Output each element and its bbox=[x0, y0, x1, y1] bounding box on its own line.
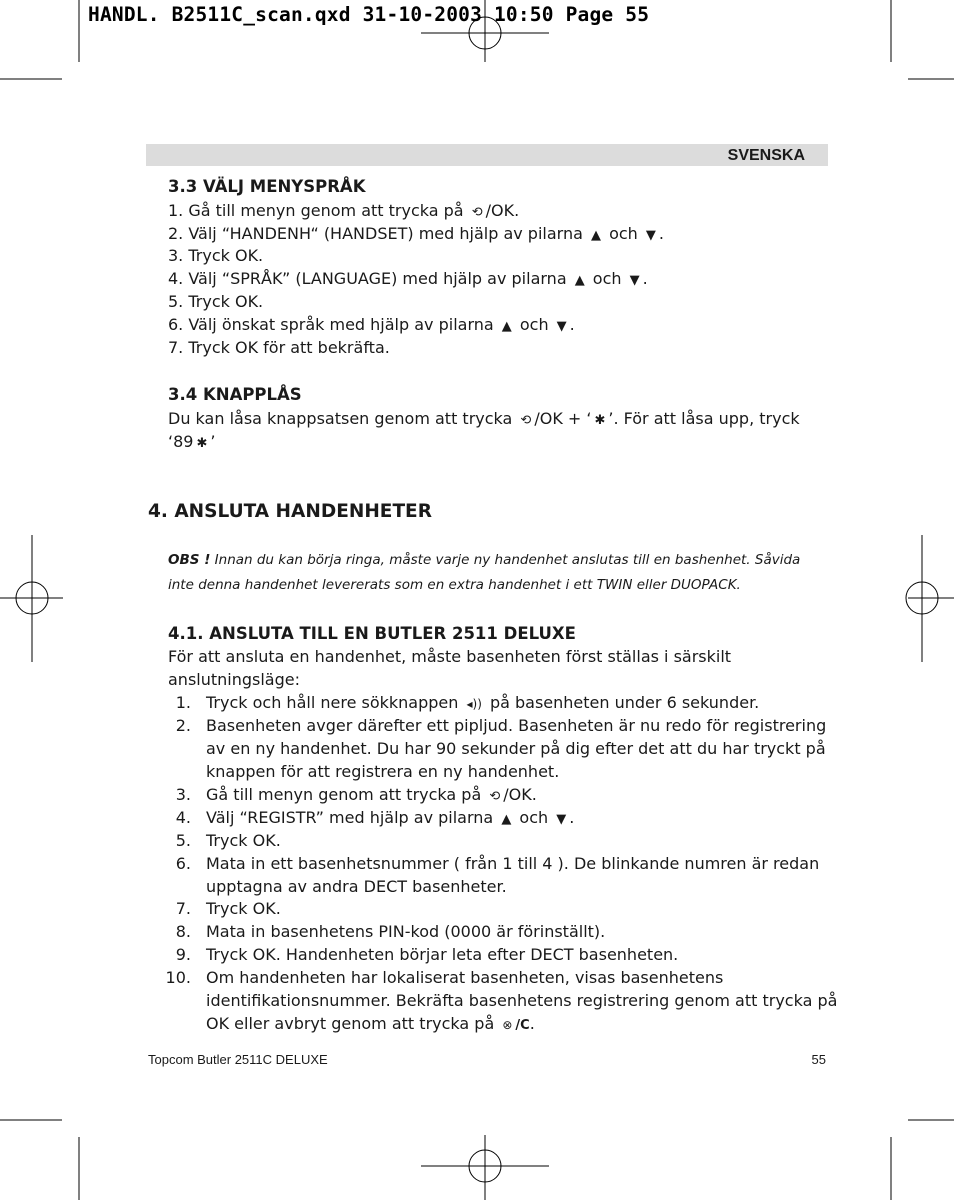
arrow-down-icon: ▼ bbox=[556, 812, 567, 827]
paging-icon: ◂)) bbox=[466, 697, 482, 711]
clear-key-icon: ⊗ bbox=[502, 1018, 513, 1032]
obs-label: OBS ! bbox=[168, 552, 211, 568]
step-text: och bbox=[587, 269, 627, 288]
clear-key-label: /C bbox=[515, 1018, 530, 1033]
step-text: och bbox=[514, 315, 554, 334]
step-text: 4. Välj “SPRÅK” (LANGUAGE) med hjälp av pilarna bbox=[168, 269, 572, 288]
list-item: Om handenheten har lokaliserat basenheten, visas basenhetens bbox=[206, 968, 724, 987]
item-text: Tryck och håll nere sökknappen bbox=[206, 693, 464, 712]
item-text: Gå till menyn genom att trycka på bbox=[206, 785, 487, 804]
list-item: av en ny handenhet. Du har 90 sekunder på dig efter det att du har tryckt på bbox=[206, 739, 826, 758]
list-number: 3. bbox=[175, 785, 191, 804]
list-number: 4. bbox=[175, 808, 191, 827]
sec33-step-7: 7. Tryck OK för att bekräfta. bbox=[168, 338, 390, 357]
arrow-up-icon: ▲ bbox=[574, 273, 585, 288]
list-number: 7. bbox=[175, 899, 191, 918]
language-label: SVENSKA bbox=[727, 147, 805, 164]
sec41-intro-2: anslutningsläge: bbox=[168, 670, 300, 689]
item-text: Välj “REGISTR” med hjälp av pilarna bbox=[206, 808, 499, 827]
list-number: 8. bbox=[175, 922, 191, 941]
sec34-line-2 bbox=[168, 432, 215, 451]
list-number: 2. bbox=[175, 716, 191, 735]
print-header: HANDL. B2511C_scan.qxd 31-10-2003 10:50 Page 55 bbox=[88, 3, 650, 26]
item-text: och bbox=[514, 808, 554, 827]
language-bar bbox=[146, 144, 828, 166]
menu-ok-icon: ⟲ bbox=[520, 413, 532, 428]
star-key-icon: ✱ bbox=[594, 413, 606, 428]
arrow-up-icon: ▲ bbox=[501, 319, 512, 334]
list-item: Mata in ett basenhetsnummer ( från 1 till 4 ). De blinkande numren är redan bbox=[206, 854, 820, 873]
star-key-icon: ✱ bbox=[196, 436, 208, 451]
item-text: OK eller avbryt genom att trycka på bbox=[206, 1014, 500, 1033]
body-text: ’ bbox=[210, 432, 216, 451]
note-text: Innan du kan börja ringa, måste varje ny handenhet anslutas till en bashenhet. Såvida bbox=[210, 552, 801, 568]
list-item: knappen för att registrera en ny handenhet. bbox=[206, 762, 560, 781]
list-number: 6. bbox=[175, 854, 191, 873]
step-text: och bbox=[603, 224, 643, 243]
sec33-step-4 bbox=[168, 269, 648, 288]
list-item: identifikationsnummer. Bekräfta basenhetens registrering genom att trycka på bbox=[206, 991, 838, 1010]
sec33-step-6 bbox=[168, 315, 575, 334]
section-3-4-title: 3.4 KNAPPLÅS bbox=[168, 385, 302, 404]
list-item: Basenheten avger därefter ett pipljud. Basenheten är nu redo för registrering bbox=[206, 716, 827, 735]
item-text: . bbox=[529, 1014, 535, 1033]
obs-note-line-1 bbox=[168, 552, 800, 568]
step-text: . bbox=[658, 224, 664, 243]
list-item bbox=[206, 785, 537, 804]
body-text: ’. För att låsa upp, tryck bbox=[608, 409, 800, 428]
sec33-step-5: 5. Tryck OK. bbox=[168, 292, 264, 311]
step-text: . bbox=[642, 269, 648, 288]
list-item: upptagna av andra DECT basenheter. bbox=[206, 877, 507, 896]
arrow-up-icon: ▲ bbox=[590, 228, 601, 243]
arrow-down-icon: ▼ bbox=[645, 228, 656, 243]
list-number: 10. bbox=[165, 968, 191, 987]
section-4-1-title: 4.1. ANSLUTA TILL EN BUTLER 2511 DELUXE bbox=[168, 624, 576, 643]
step-text: . bbox=[569, 315, 575, 334]
sec33-step-3: 3. Tryck OK. bbox=[168, 246, 264, 265]
body-text: /OK + ‘ bbox=[534, 409, 592, 428]
item-text: på basenheten under 6 sekunder. bbox=[484, 693, 760, 712]
footer-product: Topcom Butler 2511C DELUXE bbox=[148, 1052, 328, 1067]
menu-ok-icon: ⟲ bbox=[471, 205, 483, 220]
list-item: Mata in basenhetens PIN-kod (0000 är förinställt). bbox=[206, 922, 606, 941]
arrow-up-icon: ▲ bbox=[501, 812, 512, 827]
sec41-intro-1: För att ansluta en handenhet, måste basenheten först ställas i särskilt bbox=[168, 647, 732, 666]
list-number: 5. bbox=[175, 831, 191, 850]
list-item: Tryck OK. bbox=[206, 831, 281, 850]
list-number: 9. bbox=[175, 945, 191, 964]
list-item: Tryck OK. Handenheten börjar leta efter DECT basenheten. bbox=[206, 945, 679, 964]
list-item bbox=[206, 808, 574, 827]
body-text: ‘89 bbox=[168, 432, 194, 451]
list-item bbox=[206, 693, 759, 712]
body-text: Du kan låsa knappsatsen genom att trycka bbox=[168, 409, 518, 428]
sec33-step-1 bbox=[168, 201, 519, 220]
obs-note-line-2: inte denna handenhet levererats som en extra handenhet i ett TWIN eller DUOPACK. bbox=[168, 577, 741, 593]
step-text: /OK. bbox=[485, 201, 520, 220]
list-number: 1. bbox=[175, 693, 191, 712]
page-number: 55 bbox=[811, 1052, 826, 1067]
step-text: 1. Gå till menyn genom att trycka på bbox=[168, 201, 469, 220]
arrow-down-icon: ▼ bbox=[556, 319, 567, 334]
section-3-3-title: 3.3 VÄLJ MENYSPRÅK bbox=[168, 177, 366, 196]
step-text: 2. Välj “HANDENH“ (HANDSET) med hjälp av pilarna bbox=[168, 224, 588, 243]
step-text: 6. Välj önskat språk med hjälp av pilarna bbox=[168, 315, 499, 334]
arrow-down-icon: ▼ bbox=[629, 273, 640, 288]
list-item: Tryck OK. bbox=[206, 899, 281, 918]
menu-ok-icon: ⟲ bbox=[489, 789, 501, 804]
list-item bbox=[206, 1014, 535, 1033]
sec34-line-1 bbox=[168, 409, 800, 428]
sec33-step-2 bbox=[168, 224, 664, 243]
item-text: . bbox=[569, 808, 575, 827]
item-text: /OK. bbox=[503, 785, 537, 804]
section-4-title: 4. ANSLUTA HANDENHETER bbox=[148, 501, 432, 522]
